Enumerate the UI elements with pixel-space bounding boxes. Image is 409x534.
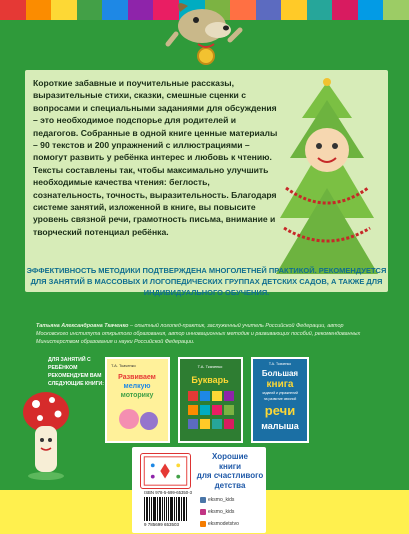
- book-title-line: Большая: [261, 369, 299, 378]
- barcode: [144, 497, 188, 521]
- slogan-line: книги: [218, 461, 241, 471]
- social-links: [200, 494, 239, 530]
- book-author: Т.А. Ткаченко: [197, 364, 223, 369]
- social-handle: eksmodetstvo: [208, 521, 239, 527]
- slogan-line: детства: [214, 480, 246, 490]
- social-handle: eksmo_kids: [208, 509, 235, 515]
- book-title-line: Развиваем: [118, 374, 156, 381]
- book-title-line: речи: [264, 403, 296, 418]
- methodology-callout: ЭФФЕКТИВНОСТЬ МЕТОДИКИ ПОДТВЕРЖДЕНА МНОГОЛЕТНЕЙ ПРАКТИКОЙ. РЕКОМЕНДУЕТСЯ ДЛЯ ЗАНЯТИЙ В МАССОВЫХ И ЛОГОПЕДИЧЕСКИХ ГРУППАХ ДЕТСКИХ САДОВ, А ТАКЖЕ ДЛЯ ИНДИВИДУАЛЬНОГО ОБУЧЕНИЯ.: [26, 266, 387, 297]
- slogan-line: для счастливого: [196, 471, 264, 480]
- book-title-line: мелкую: [123, 383, 151, 390]
- book-cover-art: [253, 359, 307, 441]
- book-cover-art: [107, 359, 168, 441]
- book-cover-primer[interactable]: [178, 357, 243, 443]
- isbn-label: ISBN 978-5-699-65350-3: [144, 490, 193, 495]
- social-item[interactable]: [200, 518, 239, 530]
- social-item[interactable]: [200, 494, 239, 506]
- book-cover-art: [180, 359, 241, 441]
- author-bio: [36, 323, 376, 346]
- book-title-line: на развитие связной: [263, 397, 297, 401]
- social-item[interactable]: [200, 506, 239, 518]
- publisher-logo: [140, 453, 191, 489]
- book-author: Т.А. Ткаченко: [111, 363, 136, 368]
- book-title-line: малыша: [261, 421, 299, 431]
- tree-character-illustration: [272, 78, 382, 283]
- slogan-line: Хорошие: [212, 452, 248, 461]
- book-title-line: заданий и упражнений: [262, 391, 298, 395]
- book-cover-speech-development[interactable]: [251, 357, 309, 443]
- website-icon: [200, 521, 206, 527]
- book-title-line: Букварь: [191, 375, 229, 385]
- description-text: Короткие забавные и поучительные рассказы, выразительные стихи, сказки, смешные сценки с вопросами и специальными заданиями для обсуждения – это необходимое подспорье для родителей и педагогов. Собранные в одной книге ценные материалы – 90 текстов и 200 упражнений с иллюстрациями – помогут развить у ребёнка интерес и любовь к чтению. Тексты составлены так, чтобы максимально улучшить необходимые качества чтения: беглость, сознательность, точность, выразительность. Благодаря системе занятий, изложенной в книге, вы повысите уровень связной речи, грамотность письма, внимание и творческий потенциал ребёнка.: [33, 78, 278, 237]
- book-title-line: книга: [266, 379, 294, 390]
- book-author: Т.А. Ткаченко: [268, 362, 292, 366]
- book-cover-motor-skills[interactable]: [105, 357, 170, 443]
- instagram-icon: [200, 509, 206, 515]
- dog-mascot-illustration: [150, 0, 250, 72]
- barcode-number: 9 785699 653503: [144, 522, 180, 527]
- book-title-line: моторику: [120, 392, 154, 399]
- mushroom-character-illustration: [22, 386, 70, 481]
- author-description: – опытный логопед-практик, заслуженный учитель Российской Федерации, автор Московского института открытого образования, автор инновационных методик и развивающих пособий, рекомендованных Министерством образования и науки Российской Федерации.: [36, 323, 361, 345]
- recommended-books-note: ДЛЯ ЗАНЯТИЙ С РЕБЁНКОМ РЕКОМЕНДУЕМ ВАМ СЛЕДУЮЩИЕ КНИГИ:: [48, 357, 105, 387]
- vk-icon: [200, 497, 206, 503]
- publisher-slogan: [196, 452, 264, 490]
- social-handle: eksmo_kids: [208, 497, 235, 503]
- author-name: Татьяна Александровна Ткаченко: [36, 323, 129, 329]
